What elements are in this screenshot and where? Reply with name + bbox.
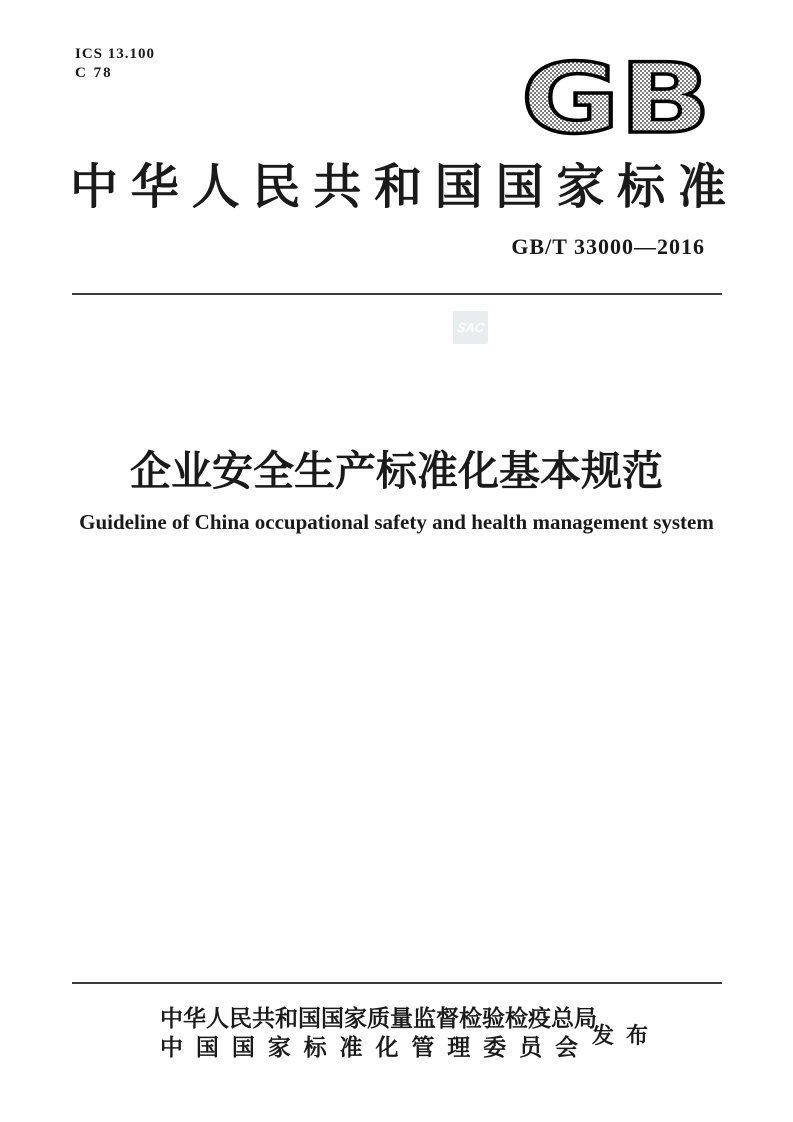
classification-code: C 78 (75, 65, 113, 81)
header-divider-line (72, 293, 722, 295)
sac-watermark-text: SAC (455, 320, 486, 335)
document-title-chinese: 企业安全生产标准化基本规范 (130, 448, 663, 494)
issuer-line-aqsiq: 中 华 人 民 共 和 国 国 家 质 量 监 督 检 验 检 疫 总 局 (160, 1006, 597, 1031)
ics-code: ICS 13.100 (75, 46, 156, 62)
gb-logo-text: GB (521, 52, 711, 142)
sac-watermark (453, 311, 488, 344)
gb-logo (518, 52, 714, 142)
publish-label: 发布 (592, 1023, 661, 1048)
national-standard-title: 中 华 人 民 共 和 国 国 家 标 准 (70, 160, 726, 214)
gb-logo-graphic (518, 52, 714, 142)
issuer-line-sac: 中 国 国 家 标 准 化 管 理 委 员 会 (160, 1035, 578, 1060)
footer-divider-line (72, 982, 722, 984)
document-title-english: Guideline of China occupational safety and health management system (79, 510, 714, 534)
issuing-authorities (160, 1002, 597, 1060)
standard-number: GB/T 33000—2016 (511, 234, 705, 259)
